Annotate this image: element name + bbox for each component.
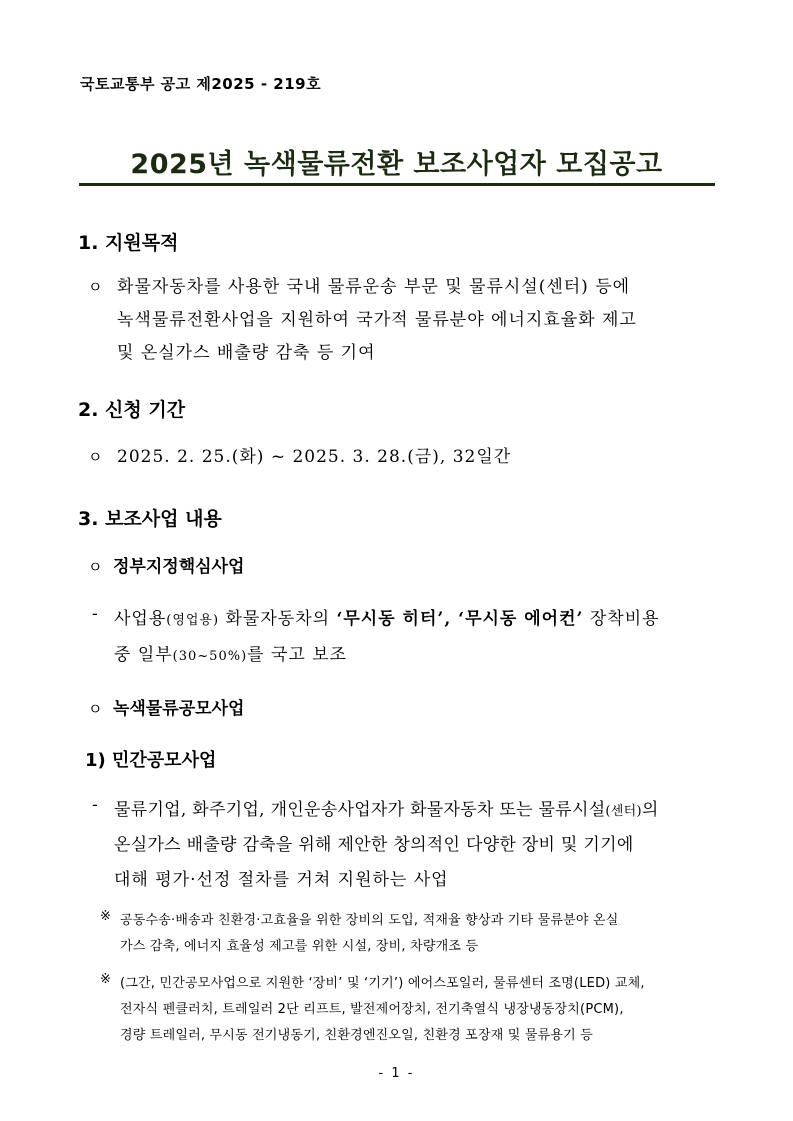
section-1-heading: 1. 지원목적	[78, 232, 179, 254]
purpose-line-3: 및 온실가스 배출량 감축 등 기여	[117, 343, 376, 363]
private-contest-heading: 1) 민간공모사업	[85, 750, 217, 771]
note-2-line-3: 경량 트레일러, 무시동 전기냉동기, 친환경엔진오일, 친환경 포장재 및 물류용기 등	[120, 1028, 594, 1043]
text-segment: 의	[641, 800, 659, 820]
highlight-equipment: ‘무시동 히터’, ‘무시동 에어컨’	[336, 609, 584, 629]
text-segment: 물류기업, 화주기업, 개인운송사업자가 화물자동차 또는 물류시설	[114, 800, 606, 820]
bullet-circle: ㅇ	[88, 558, 103, 576]
text-segment: 화물자동차의	[219, 609, 337, 629]
private-line-2: 온실가스 배출량 감축을 위해 제안한 창의적인 다양한 장비 및 기기에	[114, 835, 634, 855]
page-number: - 1 -	[378, 1066, 415, 1081]
section-3-heading: 3. 보조사업 내용	[78, 508, 222, 530]
notice-number: 국토교통부 공고 제2025 - 219호	[80, 75, 322, 93]
note-2-line-1: (그간, 민간공모사업으로 지원한 ‘장비’ 및 ‘기기’) 에어스포일러, 물류센터 조명(LED) 교체,	[120, 976, 645, 991]
text-segment: (영업용)	[166, 613, 220, 628]
core-project-line-2	[114, 640, 347, 665]
bullet-circle: ㅇ	[88, 448, 103, 466]
note-2-line-2: 전자식 펜클러치, 트레일러 2단 리프트, 발전제어장치, 전기축열식 냉장냉동장치(PCM),	[120, 1002, 624, 1017]
note-mark: ※	[100, 972, 112, 987]
core-project-line-1	[114, 604, 660, 629]
dash-marker: -	[92, 795, 99, 815]
subsection-core-project-title: 정부지정핵심사업	[113, 557, 245, 577]
purpose-line-2: 녹색물류전환사업을 지원하여 국가적 물류분야 에너지효율화 제고	[117, 310, 637, 330]
text-segment: 중 일부	[114, 645, 173, 665]
bullet-circle: ㅇ	[88, 700, 103, 718]
text-segment: (30~50%)	[172, 649, 248, 664]
text-segment: 장착비용	[583, 609, 660, 629]
bullet-circle: ㅇ	[88, 278, 103, 296]
note-1-line-2: 가스 감축, 에너지 효율성 제고를 위한 시설, 장비, 차량개조 등	[120, 939, 479, 954]
private-line-3: 대해 평가·선정 절차를 거쳐 지원하는 사업	[114, 870, 449, 890]
text-segment: 사업용	[114, 609, 167, 629]
title-underline	[79, 183, 715, 186]
note-1-line-1: 공동수송·배송과 친환경·고효율을 위한 장비의 도입, 적재율 향상과 기타 물류분야 온실	[120, 913, 619, 928]
dash-marker: -	[92, 604, 99, 624]
purpose-line-1: 화물자동차를 사용한 국내 물류운송 부문 및 물류시설(센터) 등에	[117, 277, 631, 297]
private-line-1	[114, 795, 659, 820]
text-segment: 를 국고 보조	[247, 645, 348, 665]
text-segment: (센터)	[605, 804, 642, 819]
section-2-heading: 2. 신청 기간	[78, 399, 186, 421]
document-title: 2025년 녹색물류전환 보조사업자 모집공고	[130, 149, 663, 180]
subsection-contest-project-title: 녹색물류공모사업	[113, 699, 245, 719]
application-period: 2025. 2. 25.(화) ~ 2025. 3. 28.(금), 32일간	[117, 447, 512, 467]
note-mark: ※	[100, 909, 112, 924]
